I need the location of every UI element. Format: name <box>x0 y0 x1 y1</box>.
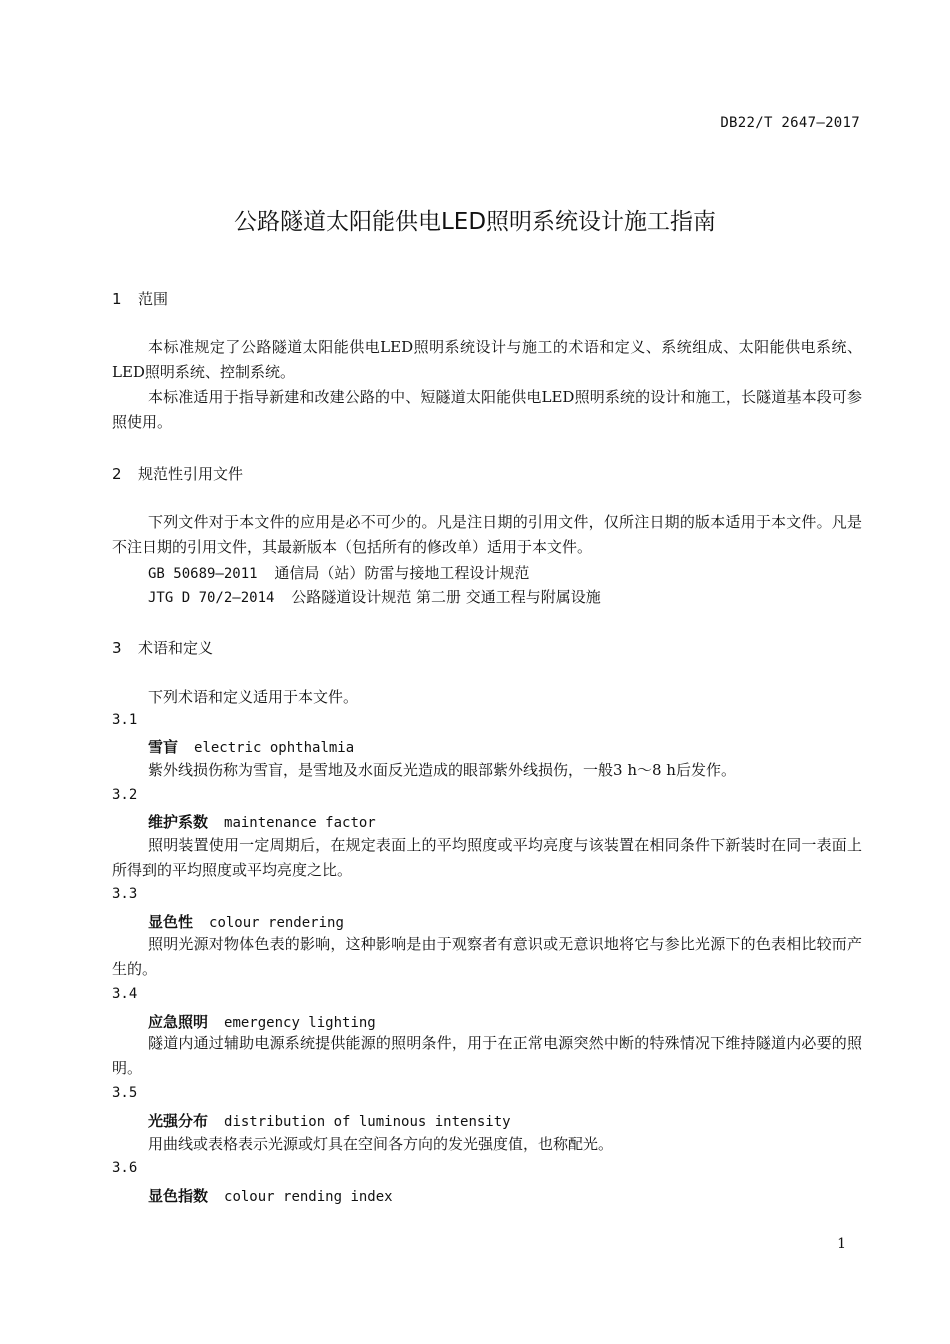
term-zh: 光强分布 <box>148 1112 209 1130</box>
term-en: colour rending index <box>224 1189 393 1205</box>
term-number: 3.4 <box>112 986 138 1002</box>
standard-number: DB22/T 2647—2017 <box>720 115 860 131</box>
term-en: emergency lighting <box>224 1015 376 1031</box>
reference-code: GB 50689—2011 <box>148 566 258 582</box>
term-en: maintenance factor <box>224 815 376 831</box>
term-definition: 紫外线损伤称为雪盲，是雪地及水面反光造成的眼部紫外线损伤，一般3 h～8 h后发作。 <box>148 761 736 779</box>
section-number: 2 <box>112 465 122 483</box>
reference-item-1 <box>148 562 529 583</box>
term-number: 3.6 <box>112 1160 138 1176</box>
scope-paragraph-2: 本标准适用于指导新建和改建公路的中、短隧道太阳能供电LED照明系统的设计和施工，长隧道基本段可参照使用。 <box>112 388 862 431</box>
term-definition: 照明光源对物体色表的影响，这种影响是由于观察者有意识或无意识地将它与参比光源下的色表相比较而产生的。 <box>112 935 862 978</box>
term-number: 3.2 <box>112 787 138 803</box>
reference-title: 公路隧道设计规范 第二册 交通工程与附属设施 <box>291 588 601 606</box>
section-2-heading <box>112 463 243 484</box>
term-en: distribution of luminous intensity <box>224 1114 511 1130</box>
document-title: 公路隧道太阳能供电LED照明系统设计施工指南 <box>233 209 717 235</box>
section-1-heading <box>112 288 168 309</box>
term-en: electric ophthalmia <box>194 740 355 756</box>
term-number: 3.3 <box>112 886 138 902</box>
term-heading <box>148 1011 376 1032</box>
section-number: 3 <box>112 639 122 657</box>
section-title: 范围 <box>138 290 169 308</box>
term-zh: 应急照明 <box>148 1013 209 1031</box>
reference-title: 通信局（站）防雷与接地工程设计规范 <box>274 564 530 582</box>
refs-paragraph: 下列文件对于本文件的应用是必不可少的。凡是注日期的引用文件，仅所注日期的版本适用于本文件。凡是不注日期的引用文件，其最新版本（包括所有的修改单）适用于本文件。 <box>112 513 862 556</box>
page-number: 1 <box>837 1236 846 1252</box>
term-heading <box>148 1110 511 1131</box>
term-en: colour rendering <box>209 915 344 931</box>
terms-intro: 下列术语和定义适用于本文件。 <box>148 688 359 706</box>
reference-item-2 <box>148 586 601 607</box>
section-title: 规范性引用文件 <box>138 465 244 483</box>
term-zh: 雪盲 <box>148 738 179 756</box>
term-definition: 隧道内通过辅助电源系统提供能源的照明条件，用于在正常电源突然中断的特殊情况下维持隧道内必要的照明。 <box>112 1034 862 1077</box>
section-3-heading <box>112 637 213 658</box>
term-zh: 维护系数 <box>148 813 209 831</box>
term-heading <box>148 1185 393 1206</box>
term-heading <box>148 911 344 932</box>
term-zh: 显色指数 <box>148 1187 209 1205</box>
section-title: 术语和定义 <box>138 639 214 657</box>
term-zh: 显色性 <box>148 913 194 931</box>
term-heading <box>148 811 376 832</box>
scope-paragraph-1: 本标准规定了公路隧道太阳能供电LED照明系统设计与施工的术语和定义、系统组成、太阳能供电系统、LED照明系统、控制系统。 <box>112 338 862 381</box>
section-number: 1 <box>112 290 122 308</box>
reference-code: JTG D 70/2—2014 <box>148 590 275 606</box>
term-number: 3.5 <box>112 1085 138 1101</box>
term-definition: 照明装置使用一定周期后，在规定表面上的平均照度或平均亮度与该装置在相同条件下新装时在同一表面上所得到的平均照度或平均亮度之比。 <box>112 836 862 879</box>
term-heading <box>148 736 354 757</box>
term-number: 3.1 <box>112 712 138 728</box>
term-definition: 用曲线或表格表示光源或灯具在空间各方向的发光强度值，也称配光。 <box>148 1135 614 1153</box>
